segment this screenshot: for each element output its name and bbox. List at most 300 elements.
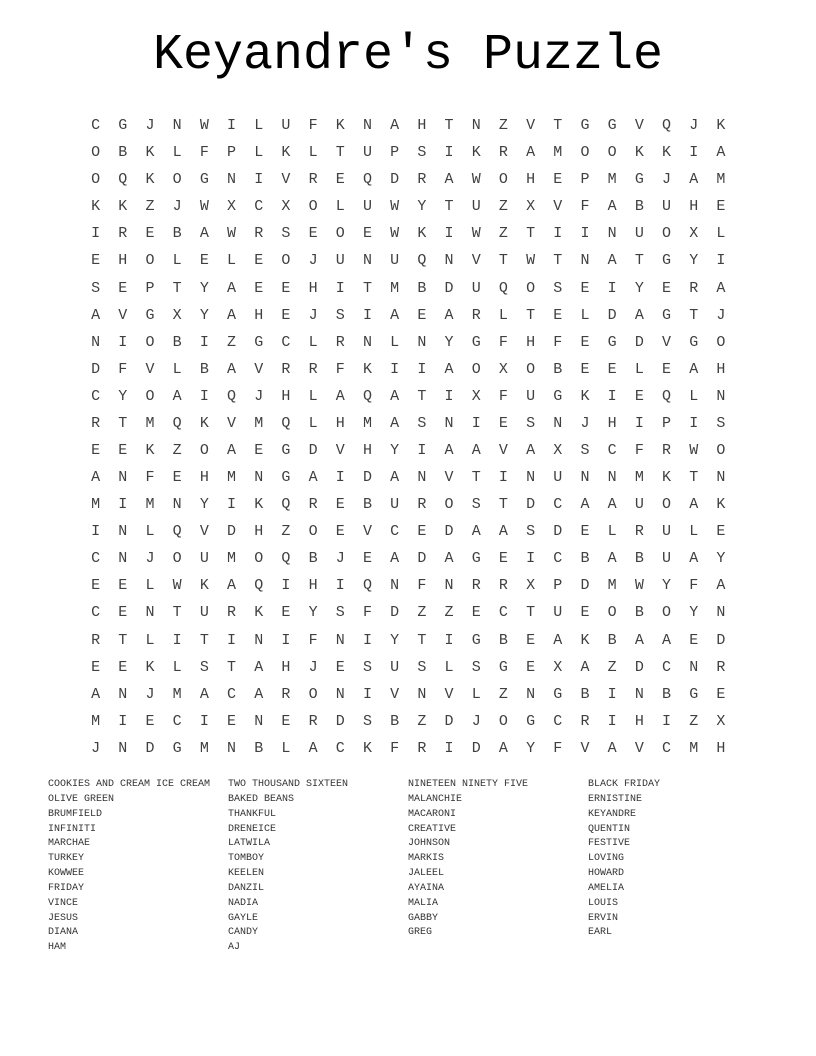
- grid-letter: R: [662, 441, 672, 459]
- grid-letter: Q: [227, 387, 237, 405]
- grid-letter: T: [526, 306, 536, 324]
- grid-letter: M: [91, 712, 101, 730]
- grid-letter: I: [172, 631, 182, 649]
- grid-letter: F: [308, 631, 318, 649]
- grid-letter: D: [444, 712, 454, 730]
- grid-letter: J: [145, 550, 155, 568]
- grid-letter: A: [689, 550, 699, 568]
- grid-letter: L: [471, 685, 481, 703]
- grid-letter: A: [227, 360, 237, 378]
- grid-letter: H: [526, 333, 536, 351]
- grid-letter: I: [362, 685, 372, 703]
- grid-letter: A: [91, 685, 101, 703]
- grid-letter: F: [417, 577, 427, 595]
- grid-letter: U: [199, 604, 209, 622]
- grid-letter: H: [716, 360, 726, 378]
- grid-letter: A: [607, 550, 617, 568]
- word-list-item: THANKFUL: [228, 808, 277, 820]
- word-list-item: NINETEEN NINETY FIVE: [408, 779, 529, 790]
- grid-letter: A: [716, 577, 726, 595]
- grid-letter: C: [335, 739, 345, 757]
- grid-letter: G: [662, 306, 672, 324]
- grid-letter: E: [254, 279, 264, 297]
- grid-letter: W: [526, 252, 536, 270]
- grid-letter: T: [118, 414, 128, 432]
- grid-letter: C: [254, 198, 264, 216]
- grid-letter: A: [199, 225, 209, 243]
- grid-letter: I: [118, 333, 128, 351]
- grid-letter: O: [281, 252, 291, 270]
- grid-letter: E: [172, 469, 182, 487]
- grid-letter: I: [689, 144, 699, 162]
- grid-letter: Q: [254, 577, 264, 595]
- grid-letter: E: [553, 171, 563, 189]
- grid-letter: U: [634, 496, 644, 514]
- grid-letter: R: [91, 631, 101, 649]
- word-list-item: DANZIL: [228, 882, 265, 894]
- grid-letter: A: [634, 306, 644, 324]
- grid-letter: N: [716, 469, 726, 487]
- grid-letter: T: [553, 117, 563, 135]
- grid-letter: K: [662, 469, 672, 487]
- word-list-item: JESUS: [48, 912, 79, 924]
- grid-letter: I: [254, 171, 264, 189]
- grid-letter: I: [444, 225, 454, 243]
- grid-letter: K: [362, 360, 372, 378]
- grid-letter: O: [172, 550, 182, 568]
- grid-letter: K: [145, 144, 155, 162]
- grid-letter: P: [553, 577, 563, 595]
- grid-letter: T: [118, 631, 128, 649]
- grid-letter: N: [227, 739, 237, 757]
- grid-letter: Q: [172, 523, 182, 541]
- word-list-item: MALANCHIE: [408, 793, 463, 805]
- grid-letter: E: [716, 198, 726, 216]
- grid-letter: T: [553, 252, 563, 270]
- grid-letter: W: [390, 225, 400, 243]
- grid-letter: T: [335, 144, 345, 162]
- grid-letter: O: [145, 387, 155, 405]
- grid-letter: X: [553, 441, 563, 459]
- grid-letter: I: [580, 225, 590, 243]
- grid-letter: T: [444, 198, 454, 216]
- grid-letter: G: [634, 171, 644, 189]
- grid-letter: A: [580, 658, 590, 676]
- grid-letter: K: [471, 144, 481, 162]
- grid-letter: E: [145, 712, 155, 730]
- grid-letter: T: [227, 658, 237, 676]
- grid-letter: J: [172, 198, 182, 216]
- grid-letter: N: [471, 117, 481, 135]
- grid-letter: D: [526, 496, 536, 514]
- grid-letter: K: [145, 658, 155, 676]
- grid-letter: E: [580, 279, 590, 297]
- grid-letter: S: [281, 225, 291, 243]
- grid-letter: H: [362, 441, 372, 459]
- grid-letter: I: [335, 469, 345, 487]
- grid-letter: E: [91, 441, 101, 459]
- grid-letter: O: [716, 441, 726, 459]
- grid-letter: X: [716, 712, 726, 730]
- grid-letter: S: [580, 441, 590, 459]
- grid-letter: T: [362, 279, 372, 297]
- grid-letter: S: [199, 658, 209, 676]
- grid-letter: X: [281, 198, 291, 216]
- grid-letter: I: [662, 712, 672, 730]
- grid-letter: M: [172, 685, 182, 703]
- word-list-item: MACARONI: [408, 808, 457, 820]
- grid-letter: L: [145, 523, 155, 541]
- grid-letter: Y: [390, 441, 400, 459]
- grid-letter: A: [689, 171, 699, 189]
- grid-letter: U: [634, 225, 644, 243]
- grid-letter: V: [335, 441, 345, 459]
- grid-letter: F: [553, 739, 563, 757]
- grid-letter: N: [254, 712, 264, 730]
- grid-letter: Q: [498, 279, 508, 297]
- grid-letter: B: [199, 360, 209, 378]
- word-list-item: GABBY: [408, 912, 439, 924]
- word-list-item: FRIDAY: [48, 882, 85, 894]
- grid-letter: T: [444, 117, 454, 135]
- grid-letter: I: [281, 577, 291, 595]
- word-list-item: INFINITI: [48, 823, 97, 835]
- grid-letter: J: [580, 414, 590, 432]
- grid-letter: M: [390, 279, 400, 297]
- grid-letter: T: [471, 469, 481, 487]
- grid-letter: N: [254, 631, 264, 649]
- grid-letter: E: [227, 712, 237, 730]
- grid-letter: U: [390, 252, 400, 270]
- grid-letter: A: [471, 441, 481, 459]
- grid-letter: I: [444, 387, 454, 405]
- grid-letter: R: [227, 604, 237, 622]
- grid-letter: R: [417, 496, 427, 514]
- grid-letter: O: [91, 144, 101, 162]
- grid-letter: I: [417, 441, 427, 459]
- word-list-column: [228, 778, 408, 956]
- grid-letter: I: [607, 712, 617, 730]
- grid-letter: Y: [634, 279, 644, 297]
- grid-letter: E: [362, 550, 372, 568]
- grid-letter: L: [308, 333, 318, 351]
- grid-letter: K: [662, 144, 672, 162]
- grid-letter: W: [471, 171, 481, 189]
- grid-letter: A: [498, 523, 508, 541]
- word-list-column: [588, 778, 768, 956]
- grid-letter: R: [498, 577, 508, 595]
- grid-letter: L: [254, 144, 264, 162]
- grid-letter: N: [254, 469, 264, 487]
- grid-letter: A: [689, 496, 699, 514]
- grid-letter: N: [526, 469, 536, 487]
- grid-letter: S: [91, 279, 101, 297]
- grid-letter: D: [634, 658, 644, 676]
- grid-letter: R: [308, 171, 318, 189]
- grid-letter: U: [362, 144, 372, 162]
- grid-letter: Z: [417, 712, 427, 730]
- grid-letter: N: [335, 631, 345, 649]
- grid-letter: A: [607, 252, 617, 270]
- grid-letter: N: [118, 550, 128, 568]
- grid-letter: Q: [417, 252, 427, 270]
- word-list-item: MARKIS: [408, 853, 445, 865]
- word-list-column: [408, 778, 588, 956]
- word-list-column: [48, 778, 228, 956]
- grid-letter: J: [308, 252, 318, 270]
- grid-letter: G: [145, 306, 155, 324]
- grid-letter: O: [91, 171, 101, 189]
- grid-letter: H: [308, 577, 318, 595]
- grid-letter: N: [689, 658, 699, 676]
- grid-letter: T: [498, 496, 508, 514]
- grid-letter: M: [91, 496, 101, 514]
- grid-letter: A: [607, 496, 617, 514]
- grid-letter: Y: [118, 387, 128, 405]
- grid-letter: I: [417, 360, 427, 378]
- grid-letter: G: [199, 171, 209, 189]
- grid-letter: A: [335, 387, 345, 405]
- word-list-item: CANDY: [228, 927, 259, 939]
- grid-letter: V: [444, 685, 454, 703]
- grid-letter: O: [716, 333, 726, 351]
- grid-letter: D: [91, 360, 101, 378]
- grid-letter: G: [689, 333, 699, 351]
- word-list-item: VINCE: [48, 897, 79, 909]
- word-list-item: OLIVE GREEN: [48, 793, 115, 805]
- grid-letter: A: [390, 469, 400, 487]
- grid-letter: A: [390, 117, 400, 135]
- grid-letter: W: [172, 577, 182, 595]
- grid-letter: T: [634, 252, 644, 270]
- grid-letter: H: [308, 279, 318, 297]
- grid-letter: F: [580, 198, 590, 216]
- grid-letter: L: [281, 739, 291, 757]
- grid-letter: A: [607, 198, 617, 216]
- grid-letter: C: [553, 496, 563, 514]
- word-list-item: NADIA: [228, 897, 259, 909]
- grid-letter: B: [172, 225, 182, 243]
- grid-letter: B: [553, 360, 563, 378]
- grid-letter: Q: [281, 550, 291, 568]
- grid-letter: E: [118, 604, 128, 622]
- grid-letter: C: [91, 550, 101, 568]
- grid-letter: A: [444, 441, 454, 459]
- grid-letter: X: [227, 198, 237, 216]
- grid-letter: O: [498, 171, 508, 189]
- grid-letter: G: [553, 685, 563, 703]
- grid-letter: Q: [281, 414, 291, 432]
- word-list-item: ERNISTINE: [588, 793, 643, 805]
- grid-letter: S: [471, 496, 481, 514]
- grid-letter: L: [716, 225, 726, 243]
- grid-letter: U: [199, 550, 209, 568]
- grid-letter: M: [607, 577, 617, 595]
- grid-letter: E: [580, 604, 590, 622]
- grid-letter: L: [308, 387, 318, 405]
- word-list-item: TURKEY: [48, 853, 85, 865]
- grid-letter: W: [471, 225, 481, 243]
- grid-letter: H: [199, 469, 209, 487]
- grid-letter: M: [362, 414, 372, 432]
- grid-letter: L: [172, 252, 182, 270]
- grid-letter: R: [471, 577, 481, 595]
- grid-letter: W: [199, 117, 209, 135]
- grid-letter: O: [580, 144, 590, 162]
- word-list-item: DRENEICE: [228, 823, 277, 835]
- grid-letter: X: [689, 225, 699, 243]
- grid-letter: Y: [199, 279, 209, 297]
- word-list-item: BAKED BEANS: [228, 793, 295, 805]
- grid-letter: G: [607, 333, 617, 351]
- grid-letter: E: [91, 577, 101, 595]
- grid-letter: T: [689, 306, 699, 324]
- grid-letter: J: [145, 117, 155, 135]
- grid-letter: L: [227, 252, 237, 270]
- grid-letter: U: [662, 523, 672, 541]
- grid-letter: K: [199, 577, 209, 595]
- word-list-item: MARCHAE: [48, 838, 91, 850]
- grid-letter: E: [281, 712, 291, 730]
- grid-letter: A: [444, 550, 454, 568]
- grid-letter: I: [362, 631, 372, 649]
- grid-letter: E: [417, 523, 427, 541]
- grid-letter: B: [254, 739, 264, 757]
- grid-letter: C: [91, 117, 101, 135]
- grid-letter: L: [444, 658, 454, 676]
- grid-letter: S: [362, 658, 372, 676]
- grid-letter: E: [254, 441, 264, 459]
- grid-letter: E: [471, 604, 481, 622]
- grid-letter: A: [254, 685, 264, 703]
- grid-letter: X: [553, 658, 563, 676]
- grid-letter: G: [118, 117, 128, 135]
- grid-letter: B: [580, 550, 590, 568]
- grid-letter: N: [716, 387, 726, 405]
- grid-letter: I: [444, 631, 454, 649]
- word-list-item: AJ: [228, 942, 241, 954]
- grid-letter: M: [227, 550, 237, 568]
- grid-letter: E: [308, 225, 318, 243]
- grid-letter: U: [362, 198, 372, 216]
- grid-letter: I: [91, 225, 101, 243]
- grid-letter: Y: [390, 631, 400, 649]
- grid-letter: N: [335, 685, 345, 703]
- grid-letter: Y: [417, 198, 427, 216]
- grid-letter: W: [227, 225, 237, 243]
- grid-letter: Q: [118, 171, 128, 189]
- grid-letter: T: [417, 387, 427, 405]
- grid-letter: O: [308, 523, 318, 541]
- grid-letter: S: [335, 604, 345, 622]
- grid-letter: C: [662, 658, 672, 676]
- grid-letter: H: [417, 117, 427, 135]
- grid-letter: O: [662, 496, 672, 514]
- grid-letter: E: [118, 577, 128, 595]
- grid-letter: J: [471, 712, 481, 730]
- grid-letter: P: [390, 144, 400, 162]
- grid-letter: I: [716, 252, 726, 270]
- grid-letter: B: [498, 631, 508, 649]
- grid-letter: Y: [662, 577, 672, 595]
- grid-letter: P: [580, 171, 590, 189]
- word-list-item: MALIA: [408, 897, 439, 909]
- grid-letter: X: [471, 387, 481, 405]
- grid-letter: M: [607, 171, 617, 189]
- grid-letter: Y: [199, 496, 209, 514]
- word-list-item: AMELIA: [588, 882, 625, 894]
- grid-letter: E: [335, 171, 345, 189]
- grid-letter: N: [417, 685, 427, 703]
- grid-letter: L: [335, 198, 345, 216]
- grid-letter: I: [689, 414, 699, 432]
- word-list-item: HAM: [48, 942, 67, 954]
- grid-letter: O: [308, 198, 318, 216]
- grid-letter: N: [580, 469, 590, 487]
- grid-letter: B: [390, 712, 400, 730]
- grid-letter: N: [145, 604, 155, 622]
- grid-letter: R: [308, 360, 318, 378]
- grid-letter: L: [145, 577, 155, 595]
- grid-letter: Y: [526, 739, 536, 757]
- grid-letter: V: [362, 523, 372, 541]
- grid-letter: I: [199, 333, 209, 351]
- grid-letter: L: [308, 414, 318, 432]
- grid-letter: N: [172, 496, 182, 514]
- grid-letter: A: [471, 523, 481, 541]
- grid-letter: F: [118, 360, 128, 378]
- grid-letter: L: [580, 306, 590, 324]
- grid-letter: E: [362, 225, 372, 243]
- grid-letter: I: [118, 712, 128, 730]
- grid-letter: V: [199, 523, 209, 541]
- grid-letter: B: [417, 279, 427, 297]
- grid-letter: C: [607, 441, 617, 459]
- grid-letter: Z: [498, 198, 508, 216]
- grid-letter: A: [689, 360, 699, 378]
- grid-letter: S: [362, 712, 372, 730]
- grid-letter: V: [526, 117, 536, 135]
- grid-letter: N: [417, 333, 427, 351]
- grid-letter: A: [716, 144, 726, 162]
- grid-letter: E: [118, 658, 128, 676]
- grid-letter: E: [335, 658, 345, 676]
- grid-letter: B: [308, 550, 318, 568]
- word-list-item: QUENTIN: [588, 823, 631, 835]
- grid-letter: E: [281, 604, 291, 622]
- grid-letter: I: [227, 496, 237, 514]
- grid-letter: X: [172, 306, 182, 324]
- grid-letter: Z: [498, 685, 508, 703]
- grid-letter: A: [553, 631, 563, 649]
- grid-letter: G: [553, 387, 563, 405]
- grid-letter: I: [526, 550, 536, 568]
- grid-letter: O: [444, 496, 454, 514]
- word-lists: [48, 778, 768, 956]
- grid-letter: I: [498, 469, 508, 487]
- grid-letter: A: [308, 739, 318, 757]
- grid-letter: C: [172, 712, 182, 730]
- grid-letter: I: [335, 577, 345, 595]
- grid-letter: S: [417, 658, 427, 676]
- grid-letter: K: [417, 225, 427, 243]
- grid-letter: I: [362, 306, 372, 324]
- grid-letter: M: [227, 469, 237, 487]
- grid-letter: U: [553, 469, 563, 487]
- grid-letter: E: [281, 306, 291, 324]
- puzzle-title: Keyandre's Puzzle: [152, 27, 664, 84]
- grid-letter: U: [390, 658, 400, 676]
